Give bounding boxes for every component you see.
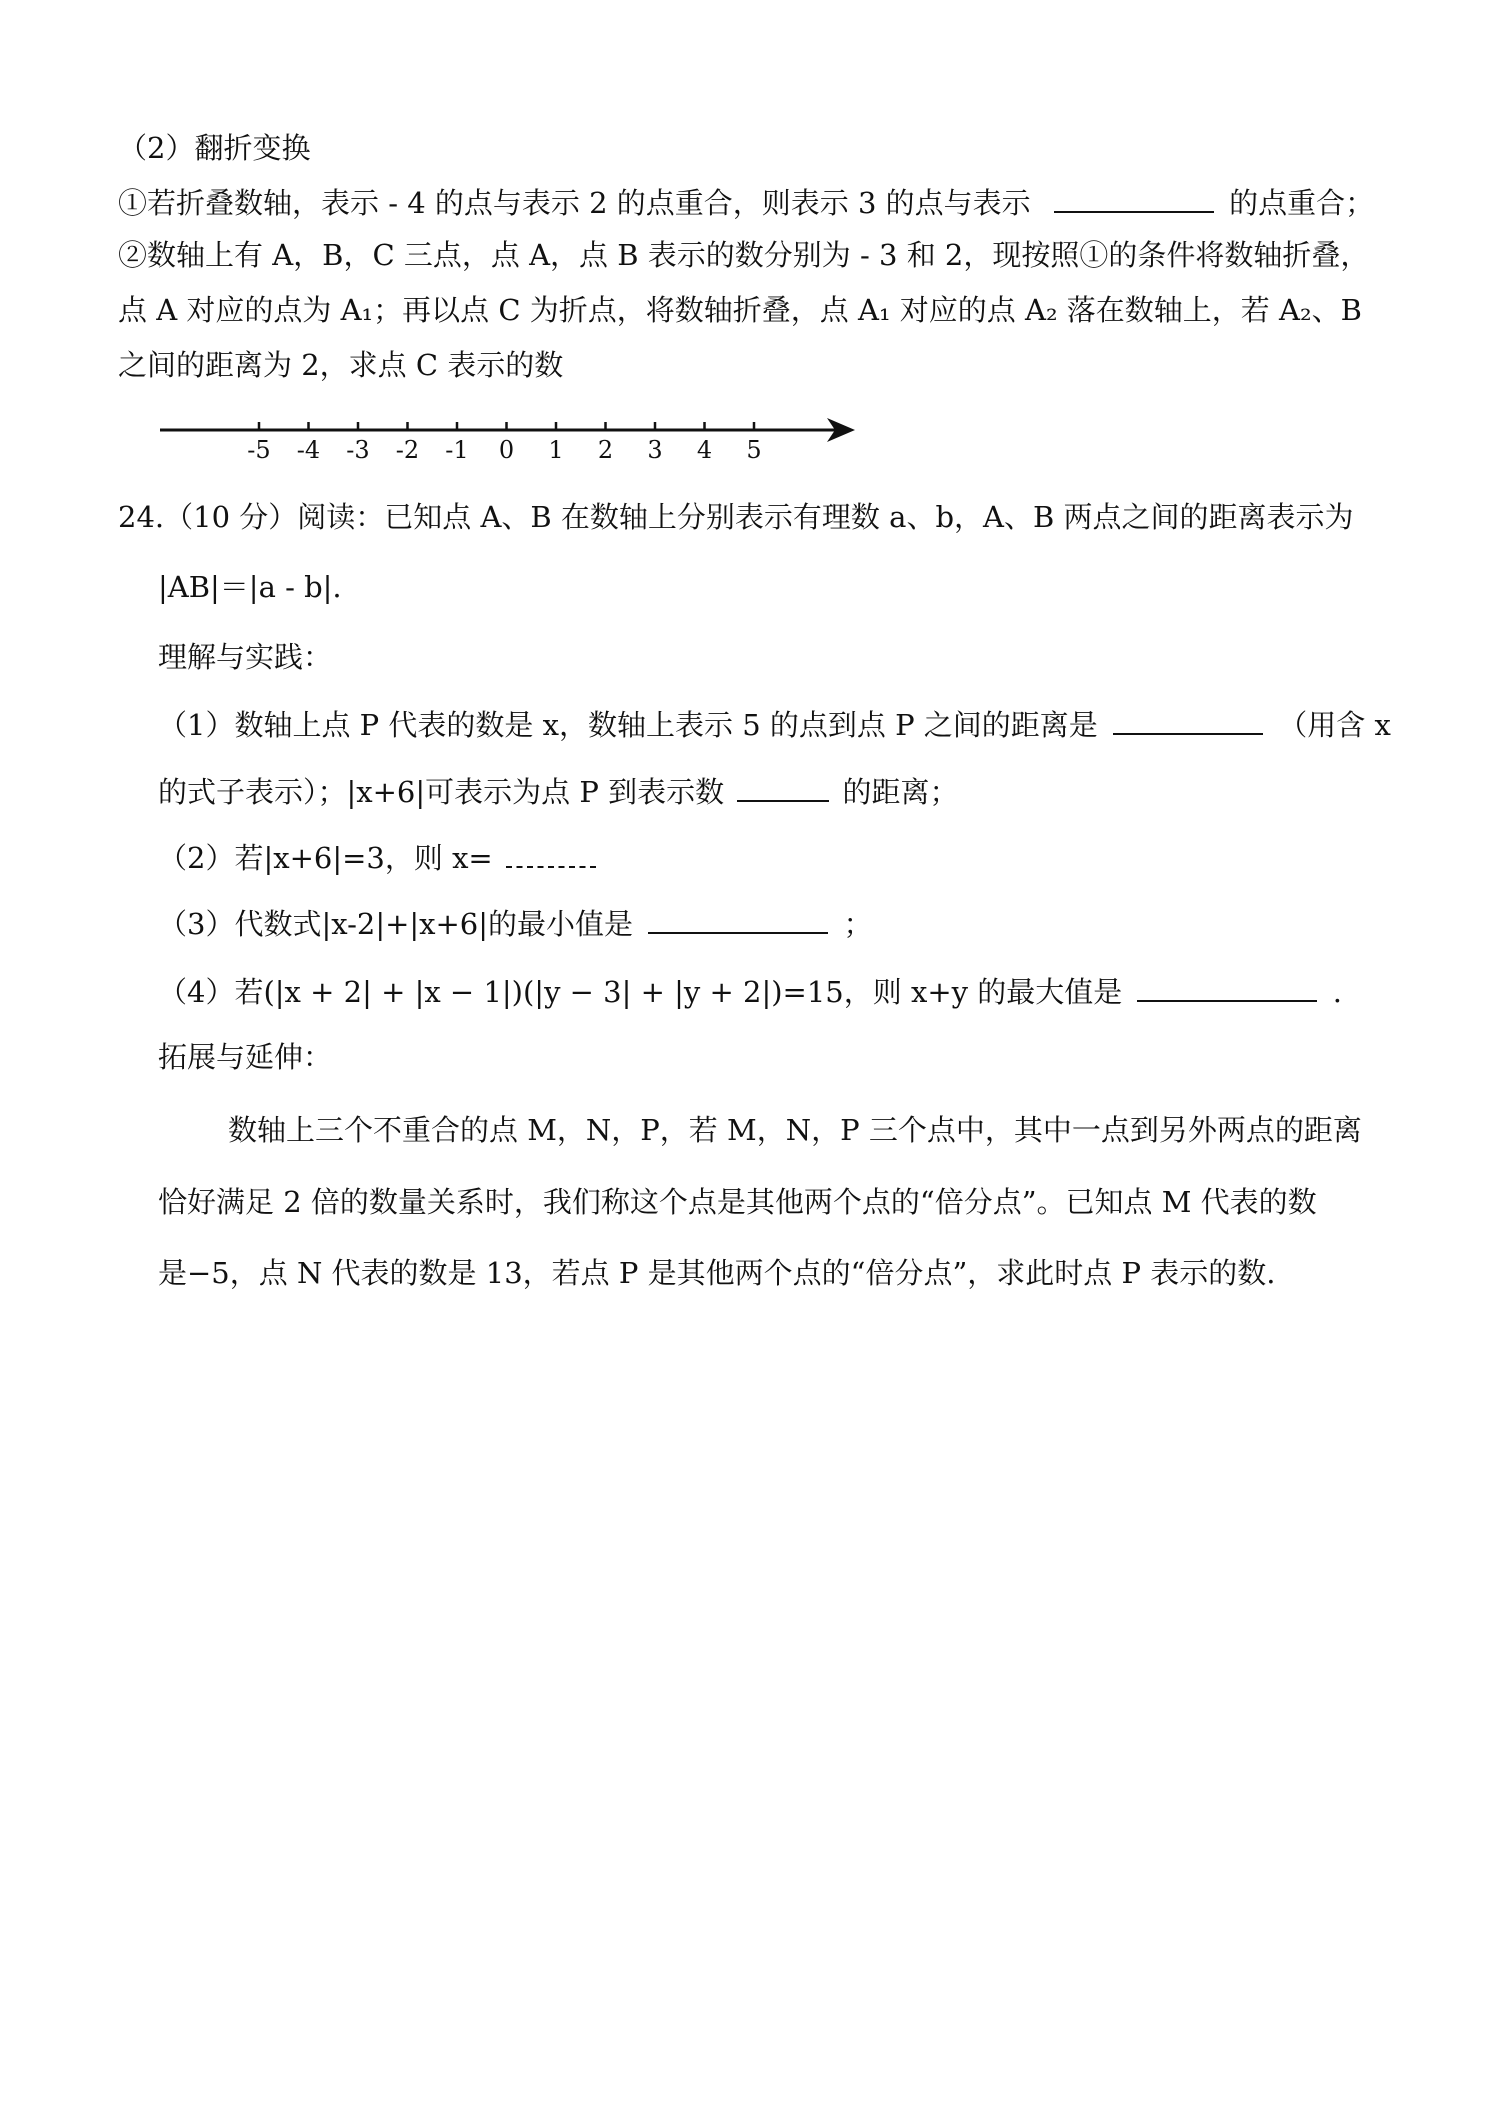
p4-answer-blank (1137, 970, 1317, 1002)
q24-part3 (158, 902, 872, 944)
q24-line2: |AB|＝|a - b|. (158, 570, 342, 604)
q1-answer-blank (1054, 181, 1214, 213)
p1-line2-before: 的式子表示）；|x+6|可表示为点 P 到表示数 (158, 775, 725, 809)
p4-text-before: （4）若(|x + 2| + |x − 1|)(|y − 3| + |y + 2|)=15，则 x+y 的最大值是 (158, 975, 1123, 1009)
q24-line1: 24.（10 分）阅读：已知点 A、B 在数轴上分别表示有理数 a、b，A、B 两点之间的距离表示为 (118, 500, 1354, 534)
understand-heading: 理解与实践： (158, 640, 333, 674)
number-line-tick-label: -3 (346, 436, 370, 464)
ext-line3: 是−5，点 N 代表的数是 13，若点 P 是其他两个点的“倍分点”，求此时点 P 表示的数. (158, 1256, 1276, 1290)
number-line-tick-label: -5 (247, 436, 271, 464)
p3-text-before: （3）代数式|x-2|+|x+6|的最小值是 (158, 907, 634, 941)
p3-answer-blank (648, 902, 828, 934)
p4-text-after: . (1332, 975, 1342, 1009)
number-line-tick-label: -4 (296, 436, 321, 464)
p2-answer-blank (506, 836, 596, 868)
part2-question-1 (118, 181, 1374, 223)
number-line-tick-label: 3 (647, 436, 663, 464)
q1-text-after: 的点重合； (1229, 186, 1375, 220)
number-line-tick-label: -1 (445, 436, 469, 464)
q24-part4 (158, 970, 1342, 1012)
number-line (155, 412, 875, 472)
number-line-tick-label: -2 (395, 436, 420, 464)
q24-part1-line1 (158, 703, 1391, 745)
number-line-tick-label: 4 (696, 436, 713, 464)
number-line-tick-label: 0 (498, 436, 515, 464)
part2-question-2-line1: ②数轴上有 A，B，C 三点，点 A，点 B 表示的数分别为 - 3 和 2，现按照①的条件将数轴折叠， (118, 238, 1370, 272)
part2-question-2-line2: 点 A 对应的点为 A₁；再以点 C 为折点，将数轴折叠，点 A₁ 对应的点 A₂ 落在数轴上，若 A₂、B (118, 293, 1362, 327)
q24-part2 (158, 836, 596, 878)
p1-answer-blank (1113, 703, 1263, 735)
p2-text: （2）若|x+6|=3，则 x= (158, 841, 493, 875)
extend-heading: 拓展与延伸： (158, 1040, 333, 1074)
q1-text-before: ①若折叠数轴，表示 - 4 的点与表示 2 的点重合，则表示 3 的点与表示 (118, 186, 1031, 220)
p1-line2-after: 的距离； (842, 775, 959, 809)
p3-text-after: ； (843, 907, 873, 941)
p1-line2-blank (737, 770, 829, 802)
ext-line2: 恰好满足 2 倍的数量关系时，我们称这个点是其他两个点的“倍分点”。已知点 M 代表的数 (158, 1185, 1317, 1219)
number-line-tick-label: 2 (597, 436, 614, 464)
p1-text-before: （1）数轴上点 P 代表的数是 x，数轴上表示 5 的点到点 P 之间的距离是 (158, 708, 1098, 742)
ext-line1: 数轴上三个不重合的点 M，N，P，若 M，N，P 三个点中，其中一点到另外两点的距离 (228, 1113, 1362, 1147)
number-line-tick-label: 5 (746, 436, 762, 464)
number-line-tick-label: 1 (548, 436, 564, 464)
p1-text-after: （用含 x (1278, 708, 1391, 742)
q24-part1-line2 (158, 770, 959, 812)
part2-heading: （2）翻折变换 (118, 131, 311, 165)
part2-question-2-line3: 之间的距离为 2，求点 C 表示的数 (118, 348, 564, 382)
